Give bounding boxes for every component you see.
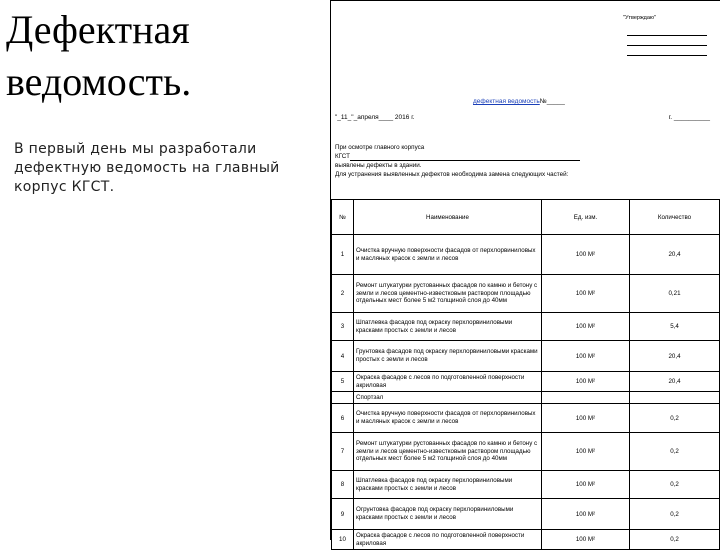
cell-num: 8 [332, 471, 354, 499]
cell-unit: 100 М² [542, 404, 630, 433]
table-header-row [332, 200, 720, 235]
signature-line [627, 45, 707, 46]
document-title-link[interactable]: дефектная ведомость [473, 98, 540, 105]
cell-qty: 20,4 [630, 341, 720, 372]
cell-qty: 20,4 [630, 372, 720, 392]
cell-num: 2 [332, 275, 354, 313]
slide-title-line1: Дефектная [6, 7, 190, 52]
cell-unit [542, 392, 630, 404]
cell-name: Огрунтовка фасадов под окраску перхлорвиниловыми красками простых с земли и лесов [354, 499, 542, 530]
cell-name: Окраска фасадов с лесов по подготовленной поверхности акриловая [354, 530, 542, 550]
cell-name: Шпатлевка фасадов под окраску перхлорвиниловыми красками простых с земли и лесов [354, 313, 542, 341]
cell-qty: 0,2 [630, 530, 720, 550]
table-row [332, 341, 720, 372]
table-row [332, 404, 720, 433]
cell-name: Грунтовка фасадов под окраску перхлорвиниловыми красками простых с земли и лесов [354, 341, 542, 372]
intro-line: КГСТ [335, 153, 350, 160]
cell-qty: 0,2 [630, 499, 720, 530]
intro-line: При осмотре главного корпуса [335, 144, 425, 151]
document-intro [335, 143, 715, 179]
signature-line [627, 55, 707, 56]
table-row [332, 530, 720, 550]
cell-num: 10 [332, 530, 354, 550]
cell-qty: 20,4 [630, 235, 720, 275]
table-row [332, 372, 720, 392]
cell-name: Шпатлевка фасадов под окраску перхлорвиниловыми красками простых с земли и лесов [354, 471, 542, 499]
table-row [332, 235, 720, 275]
header-name: Наименование [354, 200, 542, 235]
cell-num: 4 [332, 341, 354, 372]
cell-num: 6 [332, 404, 354, 433]
document-number: №_____ [539, 98, 565, 105]
table-row [332, 392, 720, 404]
cell-unit: 100 М² [542, 235, 630, 275]
cell-qty: 0,2 [630, 433, 720, 471]
document-city: г. __________ [668, 114, 710, 121]
cell-name: Ремонт штукатурки рустованных фасадов по камню и бетону с земли и лесов цементно-известковым раствором площадью отдельных мест более 5 м2 толщиной слоя до 40мм [354, 433, 542, 471]
defects-table [331, 199, 720, 550]
document-date: "_11_"_апреля____ 2016 г. [335, 114, 415, 121]
header-num: № [332, 200, 354, 235]
cell-unit: 100 М² [542, 275, 630, 313]
cell-num: 9 [332, 499, 354, 530]
defect-document [330, 0, 720, 547]
cell-unit: 100 М² [542, 372, 630, 392]
cell-num: 1 [332, 235, 354, 275]
header-unit: Ед. изм. [542, 200, 630, 235]
table-row [332, 499, 720, 530]
cell-qty: 5,4 [630, 313, 720, 341]
intro-text: В первый день мы разработали дефектную ведомость на главный корпус КГСТ. [14, 141, 280, 195]
signature-line [627, 35, 707, 36]
intro-line: выявлены дефекты в здании. [335, 162, 422, 169]
cell-qty: 0,2 [630, 471, 720, 499]
table-row [332, 433, 720, 471]
approve-label: "Утверждаю" [623, 15, 656, 21]
document-title [473, 98, 565, 105]
cell-name: Окраска фасадов с лесов по подготовленной поверхности акриловая [354, 372, 542, 392]
table-row [332, 275, 720, 313]
cell-unit: 100 М² [542, 341, 630, 372]
cell-unit: 100 М² [542, 530, 630, 550]
cell-name: Ремонт штукатурки рустованных фасадов по камню и бетону с земли и лесов цементно-известковым раствором площадью отдельных мест более 5 м2 толщиной слоя до 40мм [354, 275, 542, 313]
intro-line: Для устранения выявленных дефектов необходима замена следующих частей: [335, 171, 569, 178]
cell-num: 7 [332, 433, 354, 471]
cell-num: 5 [332, 372, 354, 392]
header-qty: Количество [630, 200, 720, 235]
cell-unit: 100 М² [542, 433, 630, 471]
section-label: Спортзал [354, 392, 542, 404]
table-row [332, 471, 720, 499]
slide-title [6, 4, 306, 108]
cell-unit: 100 М² [542, 313, 630, 341]
cell-qty [630, 392, 720, 404]
cell-name: Очистка вручную поверхности фасадов от перхлорвиниловых и масляных красок с земли и лесов [354, 404, 542, 433]
cell-unit: 100 М² [542, 471, 630, 499]
slide-title-line2: ведомость. [6, 59, 192, 104]
cell-qty: 0,21 [630, 275, 720, 313]
cell-name: Очистка вручную поверхности фасадов от перхлорвиниловых и масляных красок с земли и лесов [354, 235, 542, 275]
cell-num: 3 [332, 313, 354, 341]
cell-num [332, 392, 354, 404]
cell-qty: 0,2 [630, 404, 720, 433]
table-row [332, 313, 720, 341]
cell-unit: 100 М² [542, 499, 630, 530]
